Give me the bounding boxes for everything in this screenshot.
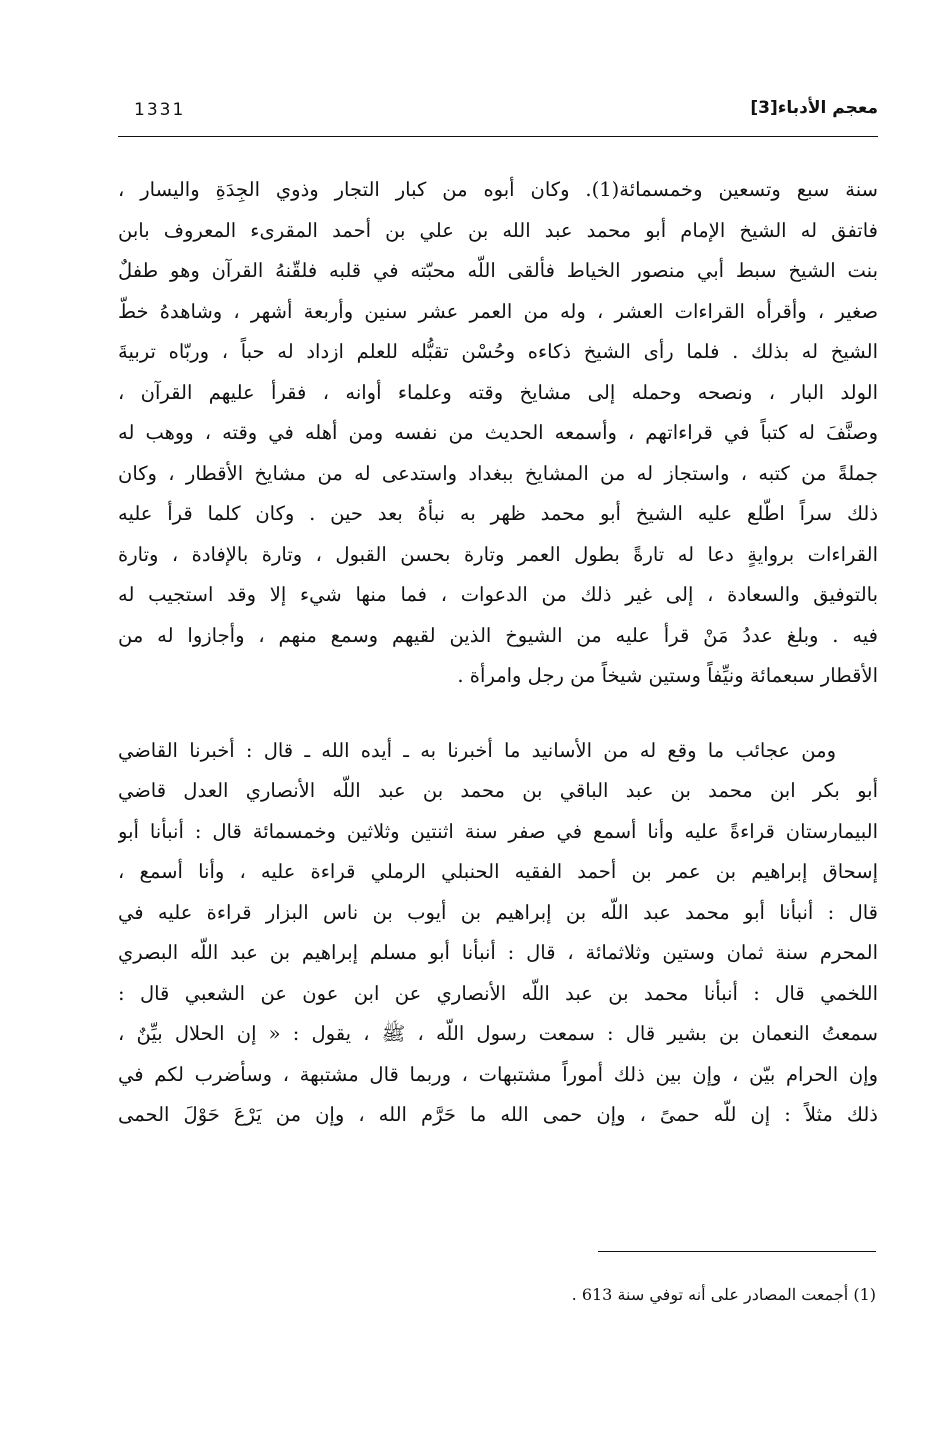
paragraph-2	[118, 731, 878, 1136]
text-line: وصنَّفَ له كتباً في قراءاتهم ، وأسمعه الحديث من نفسه ومن أهله في وقته ، ووهب له	[118, 421, 878, 444]
paragraph-1	[118, 170, 878, 697]
text-line: قال : أنبأنا أبو محمد عبد اللّه بن إبراهيم بن أيوب بن ناس البزار قراءة عليه في	[118, 900, 878, 924]
running-head	[118, 96, 878, 136]
book-title: معجم الأدباء[3]	[750, 98, 878, 118]
text-line: أبو بكر ابن محمد بن عبد الباقي بن محمد بن عبد اللّه الأنصاري العدل قاضي	[118, 779, 878, 802]
main-text	[118, 170, 878, 1136]
text-line: إسحاق إبراهيم بن عمر بن أحمد الفقيه الحنبلي الرملي قراءة عليه ، وأنا أسمع ،	[118, 860, 878, 883]
footnote-rule	[598, 1251, 876, 1252]
text-line: بالتوفيق والسعادة ، إلى غير ذلك من الدعوات ، فما منها شيء إلا وقد استجيب له	[118, 583, 878, 606]
footnote: (1) أجمعت المصادر على أنه توفي سنة 613 .	[571, 1285, 876, 1304]
text-line: وإن الحرام بيّن ، وإن بين ذلك أموراً مشتبهات ، وربما قال مشتبهة ، وسأضرب لكم في	[118, 1062, 878, 1086]
text-line: سنة سبع وتسعين وخمسمائة(1). وكان أبوه من كبار التجار وذوي الجِدَةِ واليسار ،	[118, 178, 878, 201]
text-line: بنت الشيخ سبط أبي منصور الخياط فألقى اللّه محبّته في قلبه فلقّنهُ القرآن وهو طفلٌ	[118, 259, 878, 282]
paragraph-spacer	[118, 697, 878, 731]
text-line: البيمارستان قراءةً عليه وأنا أسمع في صفر سنة اثنتين وثلاثين وخمسمائة قال : أنبأنا أبو	[118, 819, 878, 843]
text-line: القراءات بروايةٍ دعا له تارةً بطول العمر وتارة بحسن القبول ، وتارة بالإفادة ، وتارة	[118, 542, 878, 566]
text-line: جملةً من كتبه ، واستجاز له من المشايخ ببغداد واستدعى له من مشايخ الأقطار ، وكان	[118, 461, 878, 485]
text-line: فاتفق له الشيخ الإمام أبو محمد عبد الله بن علي بن أحمد المقرىء المعروف بابن	[118, 218, 878, 242]
text-line: فيه . وبلغ عددُ مَنْ قرأ عليه من الشيوخ الذين لقيهم وسمع منهم ، وأجازوا له من	[118, 623, 878, 647]
text-line: صغير ، وأقرأه القراءات العشر ، وله من العمر عشر سنين وأربعة أشهر ، وشاهدهُ خطّ	[118, 299, 878, 323]
text-line: اللخمي قال : أنبأنا محمد بن عبد اللّه الأنصاري عن ابن عون عن الشعبي قال :	[118, 981, 878, 1005]
text-line: الولد البار ، ونصحه وحمله إلى مشايخ وقته وعلماء أوانه ، فقرأ عليهم القرآن ،	[118, 380, 878, 404]
text-line: الأقطار سبعمائة ونيِّفاً وستين شيخاً من رجل وامرأة .	[457, 664, 878, 687]
text-line: ذلك مثلاً : إن للّه حمىً ، وإن حمى الله ما حَرَّم الله ، وإن من يَرْعَ حَوْلَ الحمى	[118, 1103, 878, 1126]
page-number: 1331	[134, 100, 186, 120]
header-rule	[118, 136, 878, 137]
text-line: سمعتُ النعمان بن بشير قال : سمعت رسول اللّه ، ﷺ ، يقول : « إن الحلال بيِّنٌ ،	[118, 1022, 878, 1045]
text-line: ومن عجائب ما وقع له من الأسانيد ما أخبرنا به ـ أيده الله ـ قال : أخبرنا القاضي	[118, 738, 836, 762]
text-line: ذلك سراً اطّلع عليه الشيخ أبو محمد ظهر به نبأهُ بعد حين . وكان كلما قرأ عليه	[118, 502, 878, 525]
text-line: الشيخ له بذلك . فلما رأى الشيخ ذكاءه وحُسْن تقبُّله للعلم ازداد له حباً ، وربّاه تربيةَ	[118, 340, 878, 363]
text-line: المحرم سنة ثمان وستين وثلاثمائة ، قال : أنبأنا أبو مسلم إبراهيم بن عبد اللّه البصري	[118, 941, 878, 964]
